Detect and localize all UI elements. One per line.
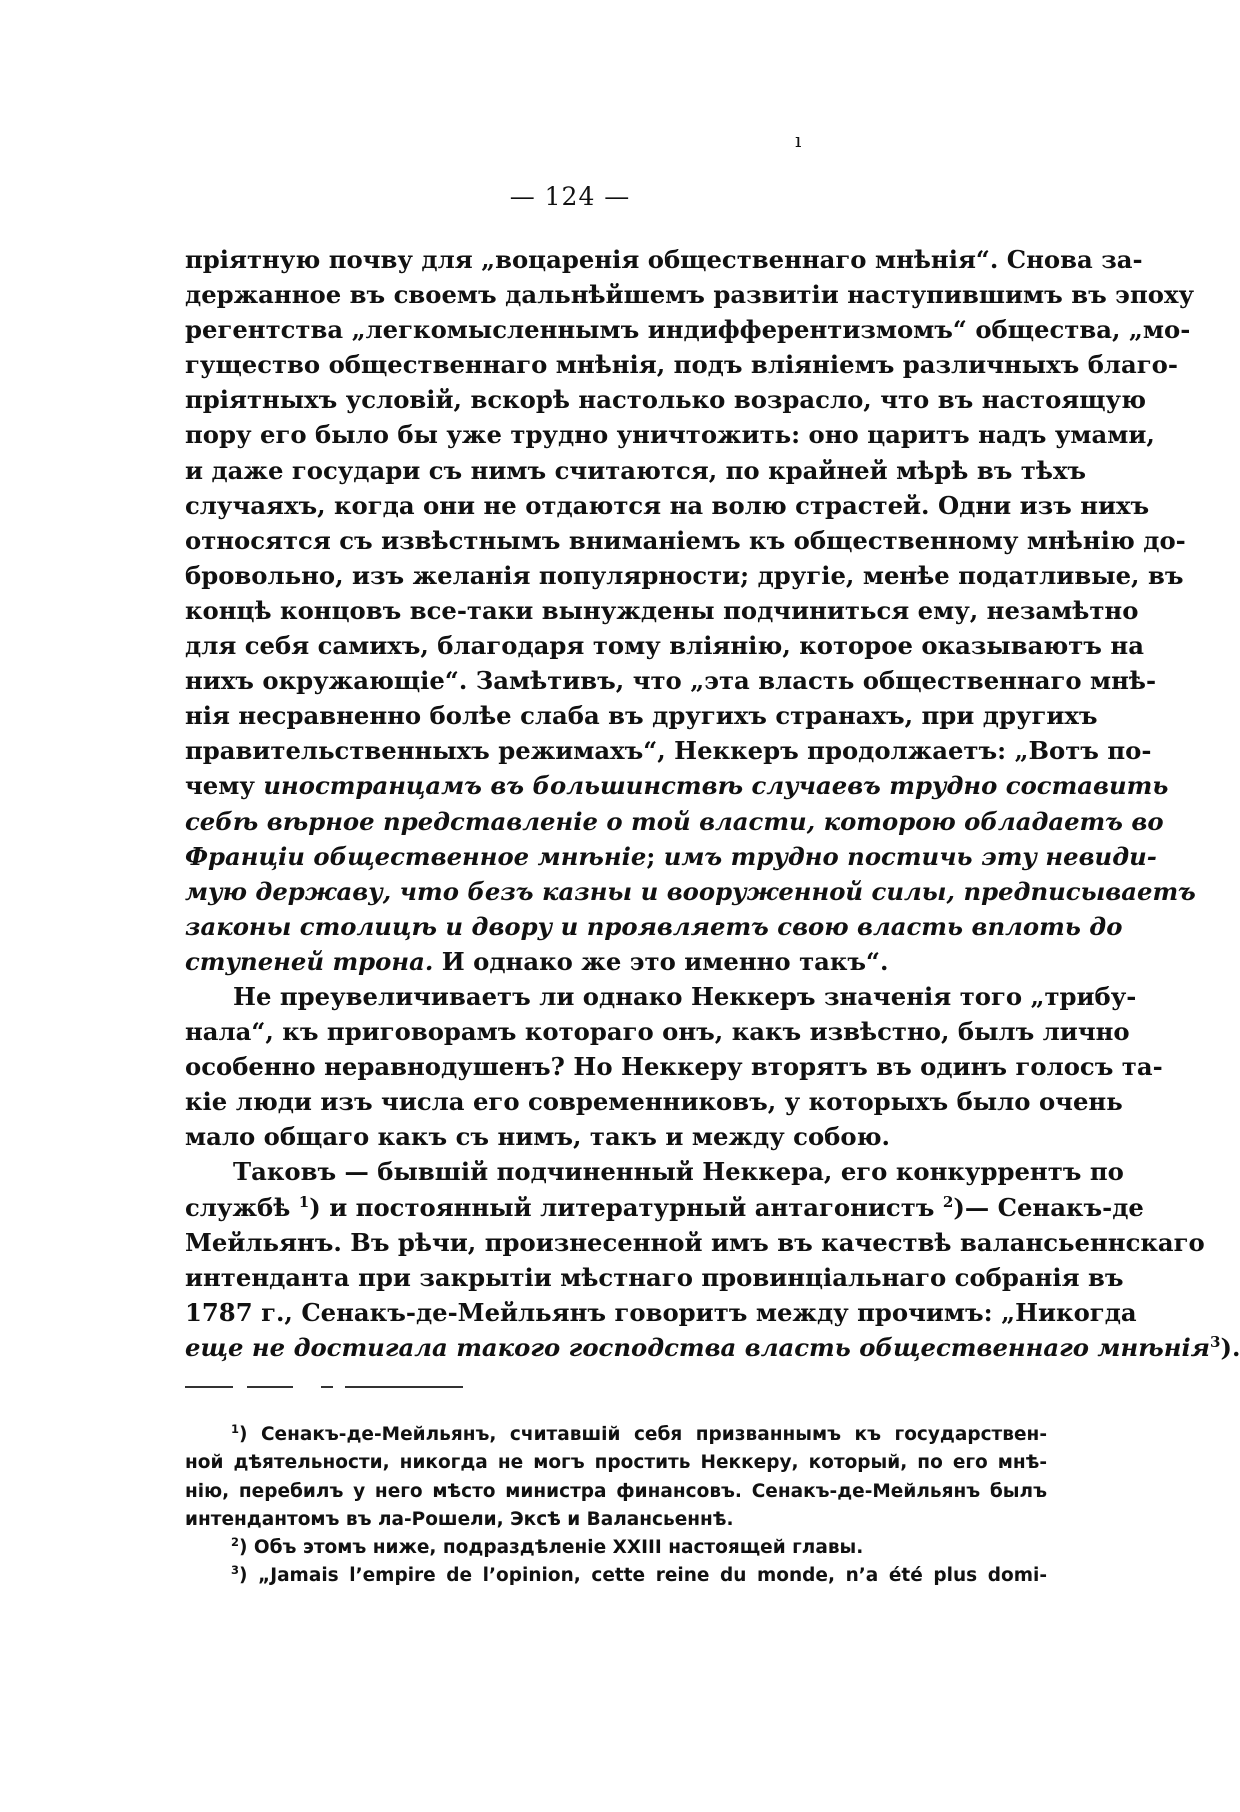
text-segment: Мейльянъ. Въ рѣчи, произнесенной имъ въ качествѣ валансьеннскаго [185, 1227, 1205, 1257]
footnote-line [185, 1534, 1047, 1562]
footnote-line [185, 1506, 1047, 1534]
text-line [185, 558, 1184, 593]
text-line [185, 1190, 1144, 1225]
footnote-separator [185, 1386, 465, 1388]
footnote-marker: 2 [231, 1535, 239, 1550]
text-segment: пріятныхъ условій, вскорѣ настолько возрасло, что въ настоящую [185, 385, 1146, 415]
footnote-line [185, 1449, 1047, 1477]
italic-segment: иностранцамъ въ большинствѣ случаевъ трудно составить [263, 771, 1169, 801]
text-line [185, 453, 1087, 488]
text-line [185, 628, 1144, 663]
text-segment: ; [646, 841, 664, 871]
text-line [185, 382, 1146, 417]
text-segment: нія несравненно болѣе слаба въ другихъ странахъ, при другихъ [185, 701, 1098, 731]
page-number: — 124 — [509, 182, 631, 211]
text-line [185, 804, 1164, 839]
text-line [185, 417, 1155, 452]
text-line [185, 1119, 1047, 1154]
italic-segment: имъ трудно постичь эту невиди- [663, 841, 1157, 871]
text-line [185, 1014, 1130, 1049]
text-line [185, 1084, 1123, 1119]
text-line [185, 242, 1143, 277]
text-segment: и даже государи съ нимъ считаются, по крайней мѣрѣ въ тѣхъ [185, 455, 1087, 485]
text-line [185, 347, 1178, 382]
footnotes [185, 1421, 1047, 1591]
text-line [185, 523, 1186, 558]
text-segment: службѣ [185, 1192, 299, 1222]
text-segment: бровольно, изъ желанія популярности; другіе, менѣе податливые, въ [185, 560, 1184, 590]
footnote-line [185, 1421, 1047, 1449]
text-line [185, 1260, 1124, 1295]
footnote-line [185, 1562, 1047, 1590]
text-segment: 1787 г., Сенакъ-де-Мейльянъ говоритъ между прочимъ: „Никогда [185, 1297, 1137, 1327]
text-segment: мало общаго какъ съ нимъ, такъ и между собою. [185, 1122, 890, 1152]
text-segment: Таковъ — бывшій подчиненный Неккера, его конкуррентъ по [233, 1157, 1124, 1187]
text-segment: особенно неравнодушенъ? Но Неккеру вторятъ въ одинъ голосъ та- [185, 1052, 1163, 1082]
italic-segment: мую державу, что безъ казны и вооруженной силы, предписываетъ [185, 876, 1196, 906]
text-segment: ) Объ этомъ ниже, подраздѣленіе XXIII настоящей главы. [238, 1537, 864, 1559]
text-line [185, 839, 1157, 874]
italic-segment: еще не достигала такого господства власть общественнаго мнѣнія [185, 1332, 1211, 1362]
text-segment: относятся съ извѣстнымъ вниманіемъ къ общественному мнѣнію до- [185, 525, 1186, 555]
text-line [185, 944, 1047, 979]
text-line [185, 1295, 1137, 1330]
text-segment: пору его было бы уже трудно уничтожить: оно царитъ надъ умами, [185, 420, 1155, 450]
text-segment: пріятную почву для „воцаренія общественнаго мнѣнія“. Снова за- [185, 245, 1143, 274]
italic-segment: ступеней трона. [185, 946, 434, 976]
text-segment: чему [185, 771, 264, 801]
text-line [185, 874, 1196, 909]
text-line [185, 733, 1152, 768]
text-segment: Не преувеличиваетъ ли однако Неккеръ значенія того „трибу- [233, 981, 1137, 1011]
text-line [185, 979, 1137, 1014]
text-segment: концѣ концовъ все-таки вынуждены подчиниться ему, незамѣтно [185, 595, 1139, 625]
text-segment: ) и постоянный литературный антагонистъ [309, 1192, 943, 1222]
text-segment: интендантомъ въ ла-Рошели, Эксѣ и Валансьеннѣ. [185, 1508, 734, 1530]
footnote-marker: 3 [231, 1563, 239, 1578]
text-segment: для себя самихъ, благодаря тому вліянію, которое оказываютъ на [185, 631, 1144, 661]
text-segment: случаяхъ, когда они не отдаются на волю страстей. Одни изъ нихъ [185, 490, 1150, 520]
text-segment: ной дѣятельности, никогда не могъ простить Неккеру, который, по его мнѣ- [185, 1452, 1047, 1474]
text-segment: нихъ окружающіе“. Замѣтивъ, что „эта власть общественнаго мнѣ- [185, 666, 1157, 696]
text-segment: ) Сенакъ-де-Мейльянъ, считавшій себя призваннымъ къ государствен- [238, 1424, 1047, 1445]
footnote-marker: 1 [231, 1422, 239, 1437]
text-line [185, 909, 1123, 944]
text-line [185, 277, 1195, 312]
text-line [185, 593, 1139, 628]
text-line [185, 1154, 1124, 1189]
italic-segment: законы столицѣ и двору и проявляетъ свою власть вплоть до [185, 911, 1123, 941]
italic-segment: Франціи общественное мнѣніе [185, 841, 647, 871]
text-line [185, 768, 1169, 803]
footnote-marker: 1 [298, 1192, 310, 1211]
text-segment: гущество общественнаго мнѣнія, подъ вліяніемъ различныхъ благо- [185, 350, 1178, 380]
text-line [185, 1049, 1163, 1084]
text-segment: нію, перебилъ у него мѣсто министра финансовъ. Сенакъ-де-Мейльянъ былъ [185, 1480, 1047, 1502]
stray-mark: ı [795, 128, 802, 152]
italic-segment: себѣ вѣрное представленіе о той власти, которою обладаетъ во [185, 806, 1164, 836]
text-line [185, 1330, 1240, 1365]
text-segment: И однако же это именно такъ“. [433, 946, 889, 976]
body-text [185, 242, 1240, 1365]
footnote-marker: 3 [1210, 1332, 1221, 1351]
text-segment: кіе люди изъ числа его современниковъ, у которыхъ было очень [185, 1087, 1123, 1117]
text-segment: нала“, къ приговорамъ котораго онъ, какъ извѣстно, былъ лично [185, 1017, 1130, 1047]
text-segment: регентства „легкомысленнымъ индифферентизмомъ“ общества, „мо- [185, 315, 1191, 345]
text-segment: ) „Jamais l’empire de l’opinion, cette reine du monde, n’a été plus domi- [238, 1565, 1047, 1587]
text-line [185, 312, 1191, 347]
text-segment: ). [1220, 1332, 1240, 1362]
text-line [185, 698, 1098, 733]
footnote-marker: 2 [942, 1192, 954, 1211]
text-segment: правительственныхъ режимахъ“, Неккеръ продолжаетъ: „Вотъ по- [185, 736, 1152, 766]
footnote-line [185, 1478, 1047, 1506]
text-segment: )— Сенакъ-де [953, 1192, 1144, 1222]
text-line [185, 488, 1150, 523]
text-line [185, 663, 1157, 698]
text-segment: интенданта при закрытіи мѣстнаго провинціальнаго собранія въ [185, 1262, 1124, 1292]
text-line [185, 1225, 1205, 1260]
text-segment: держанное въ своемъ дальнѣйшемъ развитіи наступившимъ въ эпоху [185, 280, 1195, 310]
